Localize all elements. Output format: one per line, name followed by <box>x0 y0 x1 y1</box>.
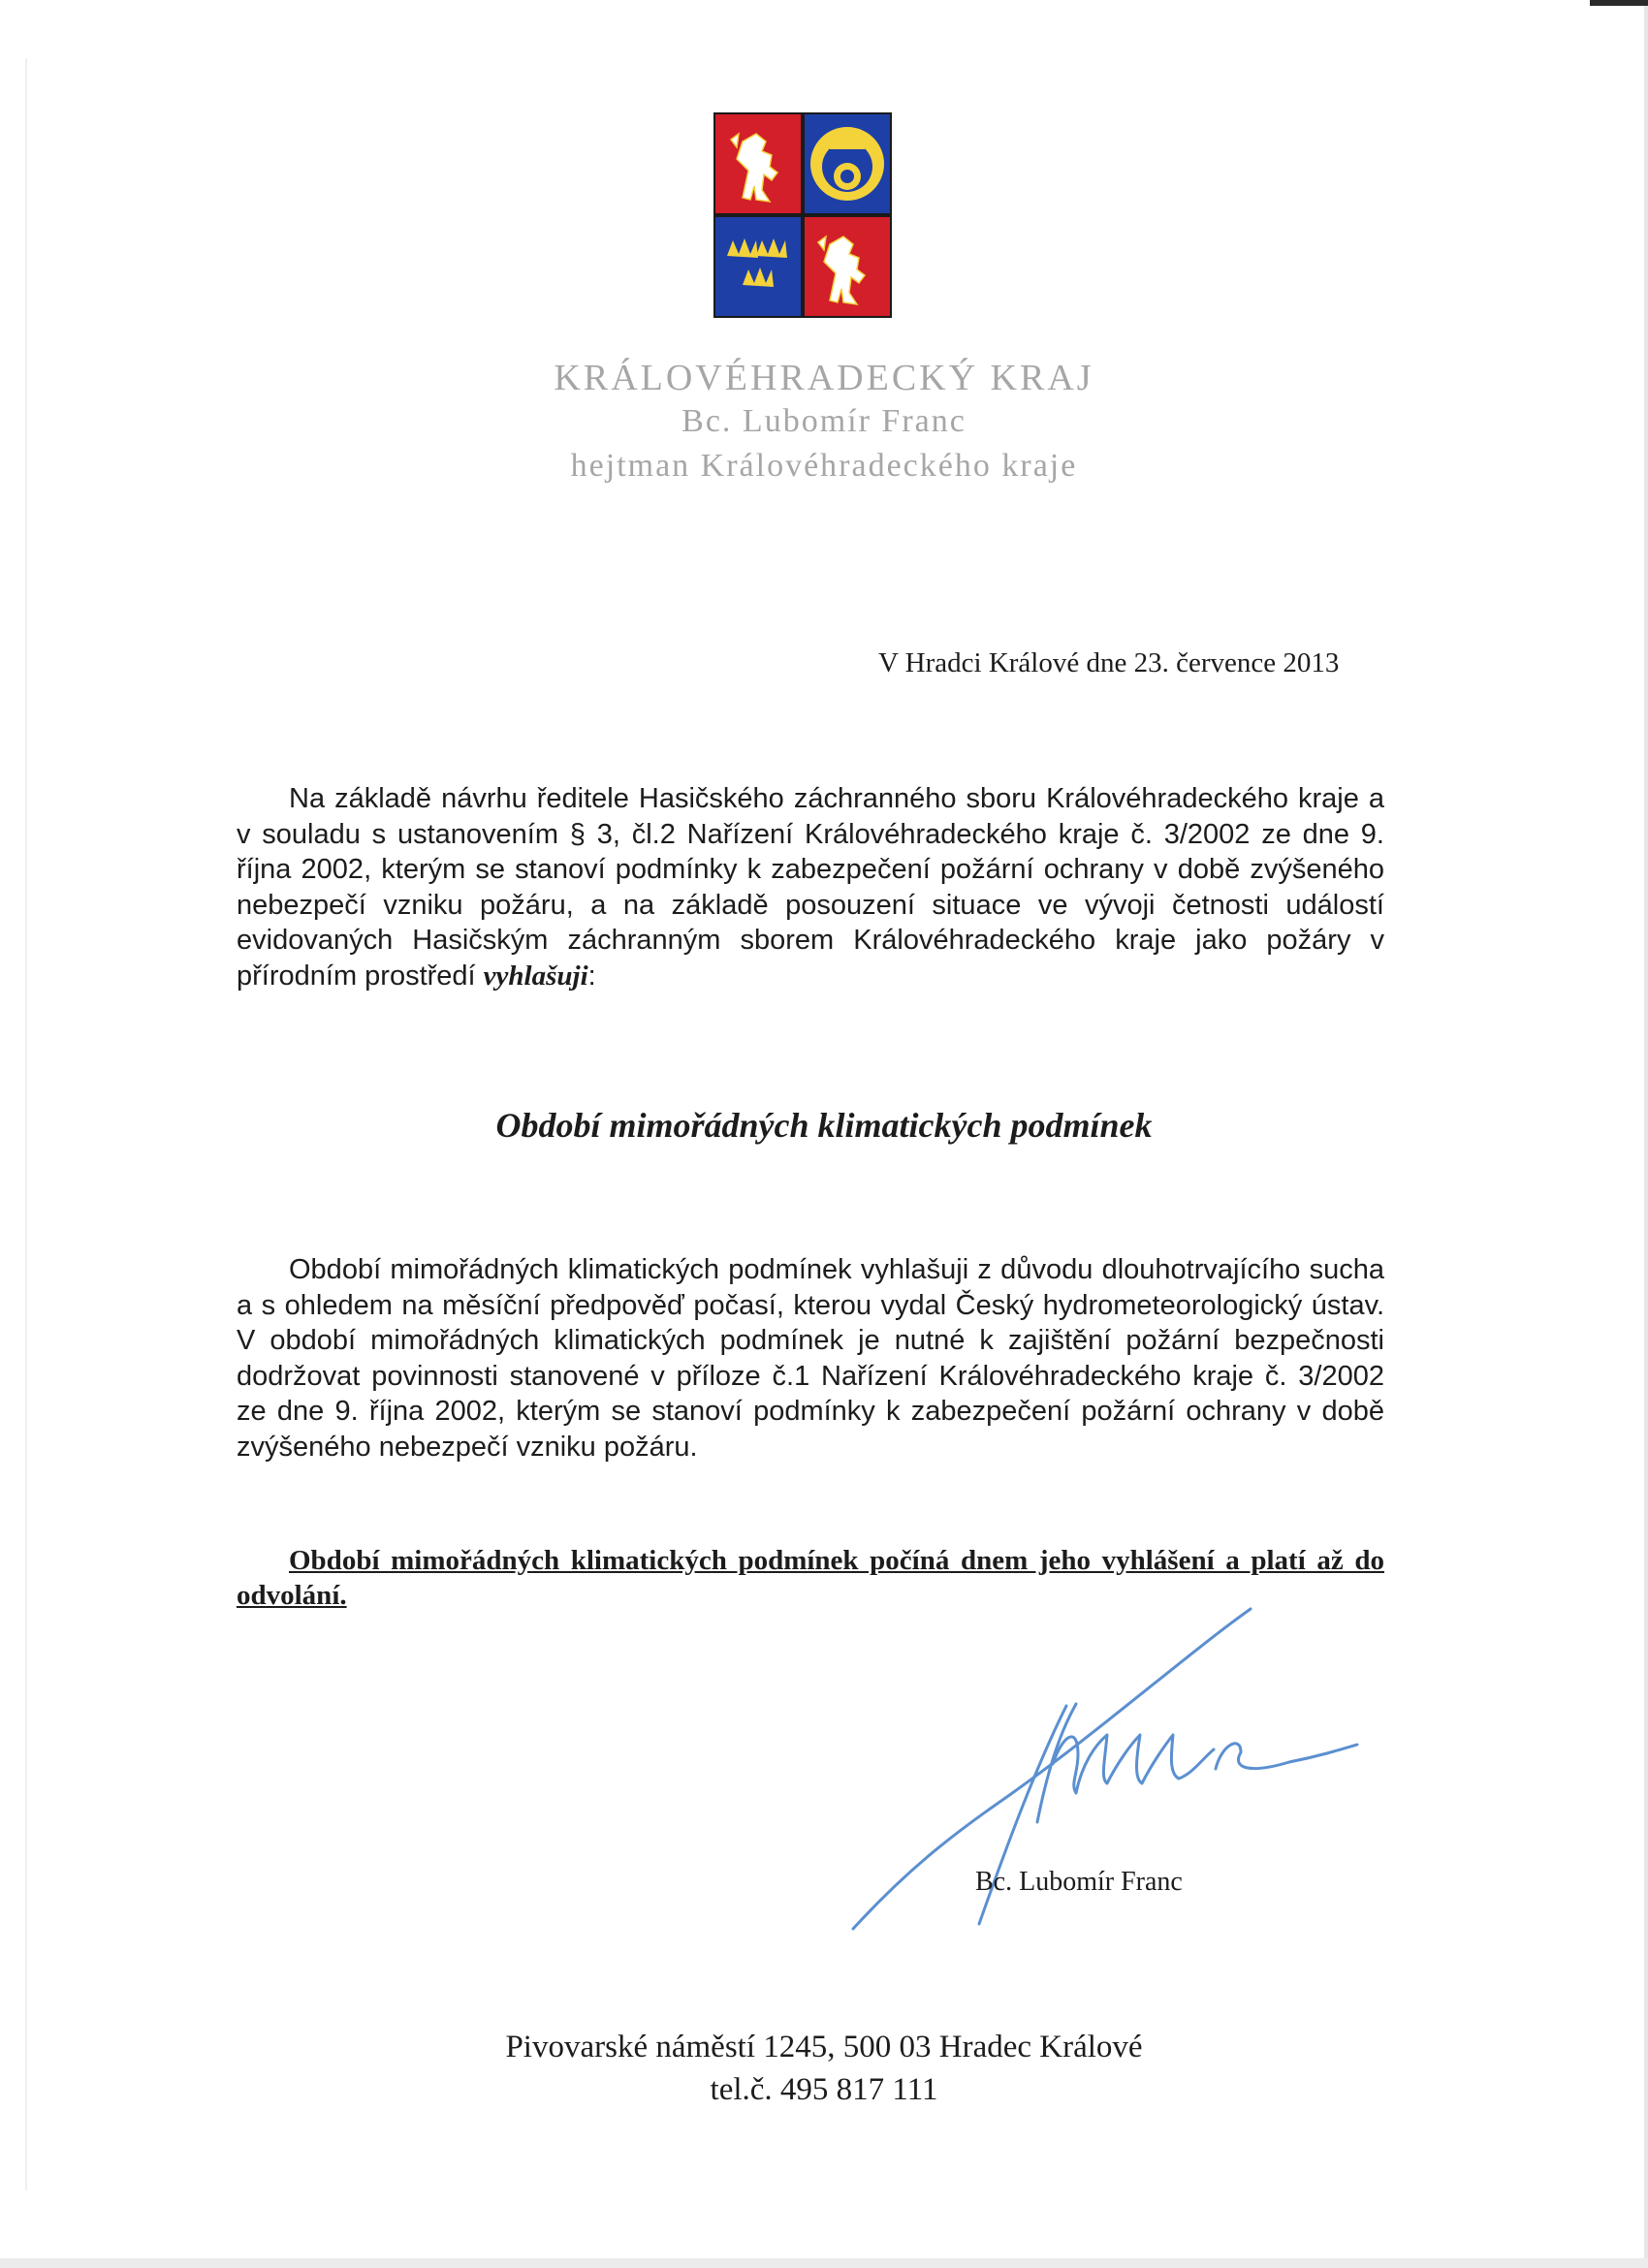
body-text: Období mimořádných klimatických podmínek vyhlašuji z důvodu dlouhotrvajícího sucha a s ohledem na měsíční předpověď počasí, kterou vydal Český hydrometeorologický ústav. V období mimořádných klimatických podmínek je nutné k zajištění požární bezpečnosti dodržovat povinnosti stanovené v příloze č.1 Nařízení Královéhradeckého kraje č. 3/2002 ze dne 9. října 2002, kterým se stanoví podmínky k zabezpečení požární ochrany v době zvýšeného nebezpečí vzniku požáru. <box>237 1254 1384 1463</box>
scan-bottom-edge <box>0 2258 1648 2268</box>
footer-phone: tel.č. 495 817 111 <box>710 2072 938 2107</box>
letterhead-position: hejtman Královéhradeckého kraje <box>570 448 1078 484</box>
letterhead-name: Bc. Lubomír Franc <box>681 403 967 439</box>
footer-address: Pivovarské náměstí 1245, 500 03 Hradec Králové <box>505 2030 1143 2064</box>
date-line: V Hradci Králové dne 23. července 2013 <box>878 647 1340 678</box>
validity-text: Období mimořádných klimatických podmínek počíná dnem jeho vyhlášení a platí až do odvolání. <box>237 1545 1384 1611</box>
coat-of-arms-icon <box>713 112 892 318</box>
body-paragraph <box>237 1252 1384 1465</box>
intro-end: : <box>587 960 596 992</box>
intro-text: Na základě návrhu ředitele Hasičského záchranného sboru Královéhradeckého kraje a v souladu s ustanovením § 3, čl.2 Nařízení Královéhradeckého kraje č. 3/2002 ze dne 9. října 2002, kterým se stanoví podmínky k zabezpečení požární ochrany v době zvýšeného nebezpečí vzniku požáru, a na základě posouzení situace ve vývoji četnosti událostí evidovaných Hasičským záchranným sborem Královéhradeckého kraje jako požáry v přírodním prostředí <box>237 783 1384 992</box>
signer-name: Bc. Lubomír Franc <box>975 1867 1183 1897</box>
intro-emphasis: vyhlašuji <box>483 960 588 992</box>
handwritten-signature <box>834 1590 1377 1958</box>
announcement-heading: Období mimořádných klimatických podmínek <box>495 1106 1153 1145</box>
letterhead-region: KRÁLOVÉHRADECKÝ KRAJ <box>554 358 1094 398</box>
intro-paragraph <box>237 781 1384 993</box>
scan-edge-mark <box>1590 0 1648 6</box>
footer <box>0 2026 1648 2111</box>
